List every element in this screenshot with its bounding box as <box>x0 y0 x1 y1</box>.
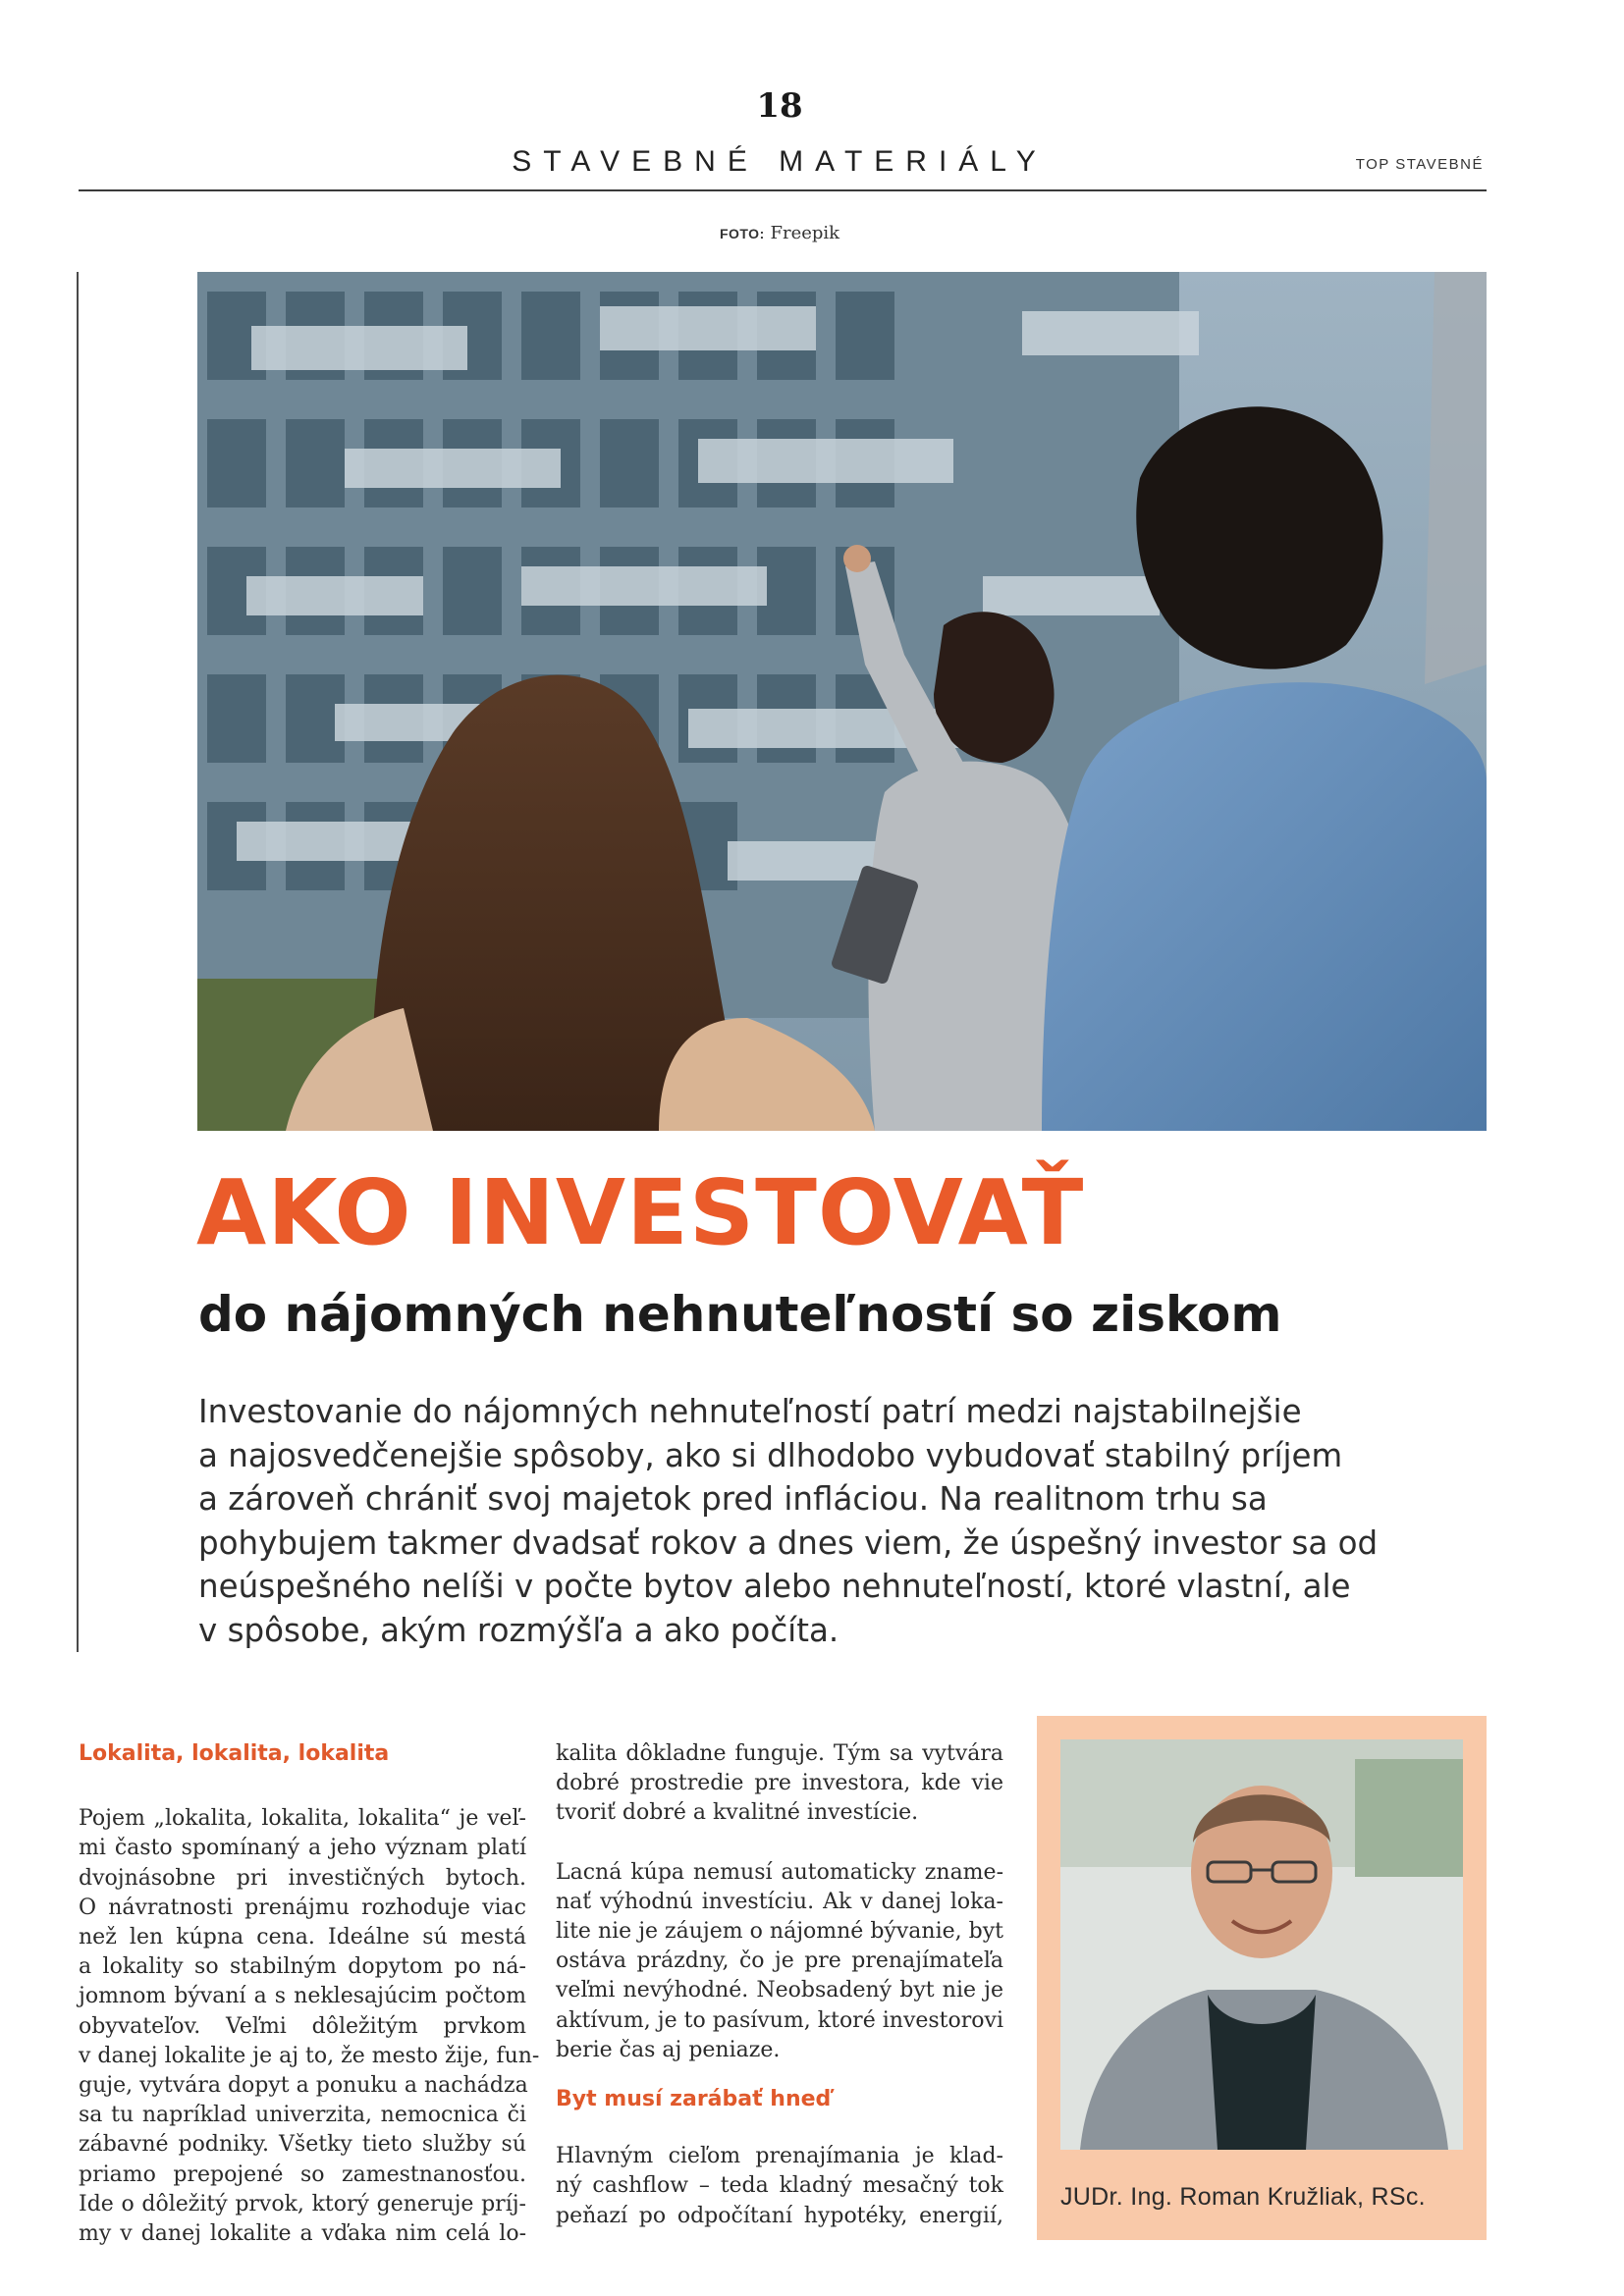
body-line: aktívum, je to pasívum, ktoré investorovi <box>556 2007 1003 2033</box>
page-number: 18 <box>756 86 803 126</box>
photo-credit-label: FOTO: <box>719 226 765 241</box>
lead-line: a najosvedčenejšie spôsoby, ako si dlhodobo vybudovať stabilný príjem <box>198 1436 1343 1474</box>
header-divider <box>79 189 1487 191</box>
body-line: berie čas aj peniaze. <box>556 2037 781 2062</box>
body-line: my v danej lokalite a vďaka nim celá lo- <box>79 2221 526 2247</box>
body-line: nať výhodnú investíciu. Ak v danej loka- <box>556 1889 1003 1914</box>
body-line: veľmi nevýhodné. Neobsadený byt nie je <box>556 1978 1003 2003</box>
body-line: peňazí po odpočítaní hypotéky, energií, <box>556 2203 1003 2228</box>
lead-line: a zároveň chrániť svoj majetok pred infláciou. Na realitnom trhu sa <box>198 1480 1268 1519</box>
body-line: Hlavným cieľom prenajímania je klad- <box>556 2144 1003 2169</box>
article-column-1 <box>79 1739 540 2249</box>
article-headline: AKO INVESTOVAŤ <box>196 1160 1085 1265</box>
body-line: jomnom bývaní a s neklesajúcim počtom <box>79 1984 526 2009</box>
body-line: O návratnosti prenájmu rozhoduje viac <box>79 1895 526 1920</box>
body-line: než len kúpna cena. Ideálne sú mestá <box>79 1925 526 1950</box>
body-line: sa tu napríklad univerzita, nemocnica či <box>79 2103 526 2128</box>
body-line: ný cashflow – teda kladný mesačný tok <box>556 2173 1003 2199</box>
body-line: dobré prostredie pre investora, kde vie <box>556 1771 1003 1796</box>
body-line: kalita dôkladne funguje. Tým sa vytvára <box>556 1741 1003 1766</box>
lead-line: pohybujem takmer dvadsať rokov a dnes viem, že úspešný investor sa od <box>198 1523 1379 1562</box>
body-line: Ide o dôležitý prvok, ktorý generuje príj- <box>79 2191 526 2216</box>
body-line: Lacná kúpa nemusí automaticky zname- <box>556 1859 1003 1885</box>
article-column-2 <box>556 1739 1003 2231</box>
body-line: priamo prepojené so zamestnanosťou. <box>79 2162 526 2187</box>
body-line: ostáva prázdny, čo je pre prenajímateľa <box>556 1949 1003 1974</box>
body-line: Pojem „lokalita, lokalita, lokalita“ je veľ- <box>79 1806 526 1832</box>
author-photo <box>1060 1739 1463 2150</box>
author-name: JUDr. Ing. Roman Kružliak, RSc. <box>1060 2183 1426 2211</box>
body-line: mi často spomínaný a jeho význam platí <box>79 1836 526 1861</box>
lead-line: v spôsobe, akým rozmýšľa a ako počíta. <box>198 1611 839 1649</box>
body-line: obyvateľov. Veľmi dôležitým prvkom <box>79 2013 526 2039</box>
article-lead <box>198 1390 1514 1653</box>
lead-line: Investovanie do nájomných nehnuteľností patrí medzi najstabilnejšie <box>198 1393 1302 1430</box>
body-line: v danej lokalite je aj to, že mesto žije, fun- <box>79 2043 540 2068</box>
side-rule <box>77 272 79 1652</box>
body-line: dvojnásobne pri investičných bytoch. <box>79 1865 526 1891</box>
photo-credit-value: Freepik <box>770 223 840 243</box>
article-subheadline: do nájomných nehnuteľností so ziskom <box>198 1286 1282 1343</box>
lead-line: neúspešného nelíši v počte bytov alebo nehnuteľností, ktoré vlastní, ale <box>198 1568 1351 1606</box>
section-subhead-earn: Byt musí zarábať hneď <box>556 2087 832 2112</box>
body-line: lite nie je záujem o nájomné bývanie, byt <box>556 1919 1003 1945</box>
body-line: tvoriť dobré a kvalitné investície. <box>556 1800 919 1826</box>
section-subhead-location: Lokalita, lokalita, lokalita <box>79 1741 390 1766</box>
photo-credit <box>0 223 1559 243</box>
magazine-brand: TOP STAVEBNÉ <box>1355 156 1484 173</box>
hero-photo <box>197 272 1487 1131</box>
body-line: a lokality so stabilným dopytom po ná- <box>79 1954 526 1980</box>
section-title: STAVEBNÉ MATERIÁLY <box>512 145 1048 178</box>
body-line: zábavné podniky. Všetky tieto služby sú <box>79 2132 526 2158</box>
body-line: guje, vytvára dopyt a ponuku a nachádza <box>79 2073 528 2099</box>
